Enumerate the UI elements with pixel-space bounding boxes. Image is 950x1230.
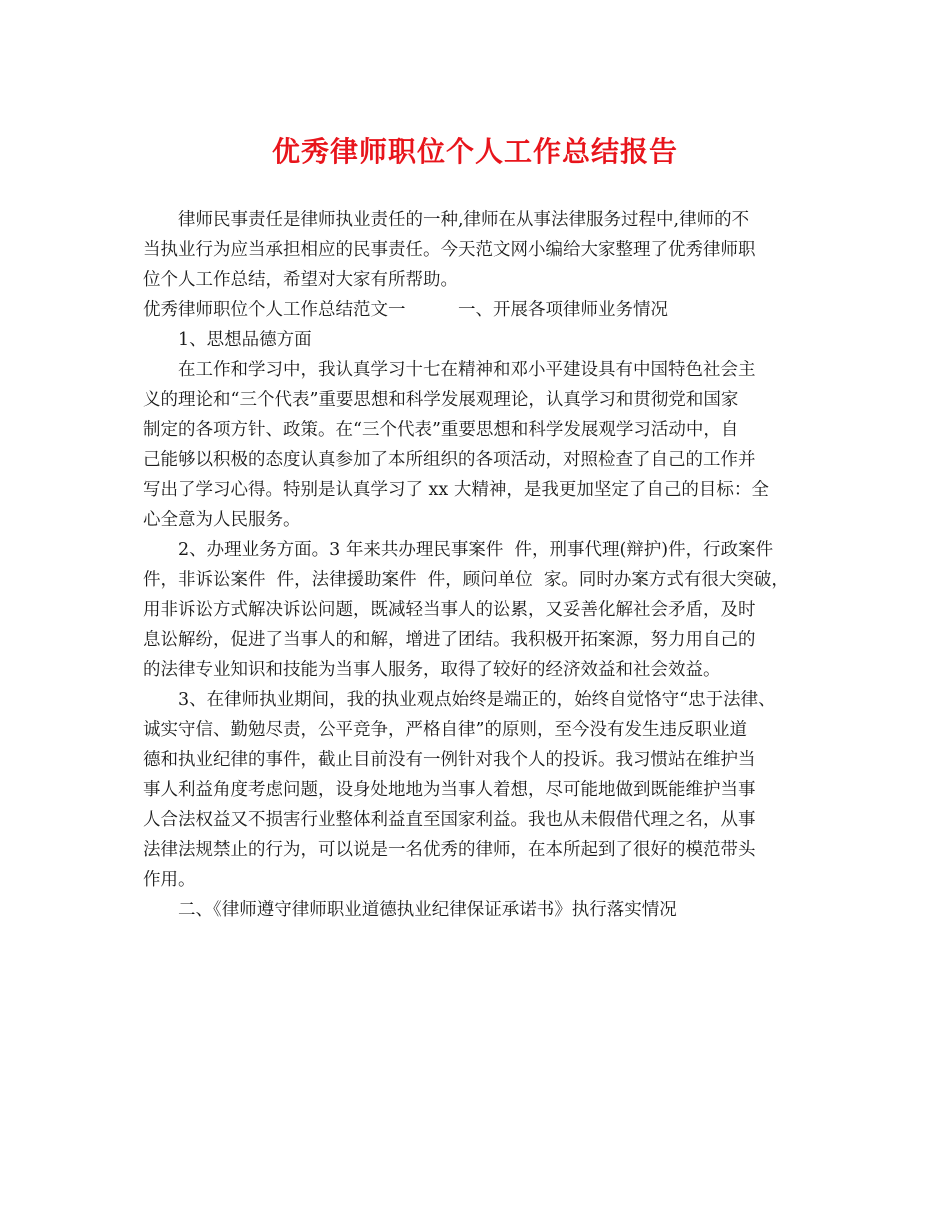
paragraph-line: 诚实守信、勤勉尽责，公平竞争，严格自律”的原则，至今没有发生违反职业道 (143, 720, 747, 740)
paragraph-line: 位个人工作总结，希望对大家有所帮助。 (143, 270, 458, 290)
paragraph-line: 的法律专业知识和技能为当事人服务，取得了较好的经济效益和社会效益。 (143, 660, 721, 680)
paragraph-line: 制定的各项方针、政策。在“三个代表”重要思想和科学发展观学习活动中，自 (143, 420, 739, 440)
paragraph-line: 在工作和学习中，我认真学习十七在精神和邓小平建设具有中国特色社会主 (143, 360, 756, 380)
paragraph-line: 法律法规禁止的行为，可以说是一名优秀的律师，在本所起到了很好的模范带头 (143, 840, 756, 860)
paragraph-line: 义的理论和“三个代表”重要思想和科学发展观理论，认真学习和贯彻党和国家 (143, 390, 739, 410)
paragraph-line: 事人利益角度考虑问题，设身处地地为当事人着想，尽可能地做到既能维护当事 (143, 780, 756, 800)
paragraph-line: 3、在律师执业期间，我的执业观点始终是端正的，始终自觉恪守“忠于法律、 (143, 690, 776, 710)
paragraph-line: 用非诉讼方式解决诉讼问题，既减轻当事人的讼累，又妥善化解社会矛盾，及时 (143, 600, 756, 620)
paragraph-line: 己能够以积极的态度认真参加了本所组织的各项活动，对照检查了自己的工作并 (143, 450, 756, 470)
document-title: 优秀律师职位个人工作总结报告 (271, 135, 678, 168)
paragraph-line: 件，非诉讼案件 件，法律援助案件 件，顾问单位 家。同时办案方式有很大突破， (143, 570, 789, 590)
paragraph-line: 律师民事责任是律师执业责任的一种,律师在从事法律服务过程中,律师的不 (143, 210, 750, 230)
paragraph-line: 当执业行为应当承担相应的民事责任。今天范文网小编给大家整理了优秀律师职 (143, 240, 756, 260)
section-heading-line: 优秀律师职位个人工作总结范文一 一、开展各项律师业务情况 (143, 300, 668, 320)
paragraph-line: 2、办理业务方面。3 年来共办理民事案件 件，刑事代理(辩护)件，行政案件 (143, 540, 774, 560)
paragraph-line: 心全意为人民服务。 (143, 510, 301, 530)
section-heading-line: 二、《律师遵守律师职业道德执业纪律保证承诺书》执行落实情况 (143, 900, 677, 920)
paragraph-line: 写出了学习心得。特别是认真学习了 xx 大精神，是我更加坚定了自己的目标：全 (143, 480, 769, 500)
subsection-heading: 1、思想品德方面 (143, 330, 312, 350)
paragraph-line: 人合法权益又不损害行业整体利益直至国家利益。我也从未假借代理之名，从事 (143, 810, 756, 830)
paragraph-line: 德和执业纪律的事件，截止目前没有一例针对我个人的投诉。我习惯站在维护当 (143, 750, 756, 770)
paragraph-line: 息讼解纷，促进了当事人的和解，增进了团结。我积极开拓案源，努力用自己的 (143, 630, 756, 650)
paragraph-line: 作用。 (143, 870, 196, 890)
